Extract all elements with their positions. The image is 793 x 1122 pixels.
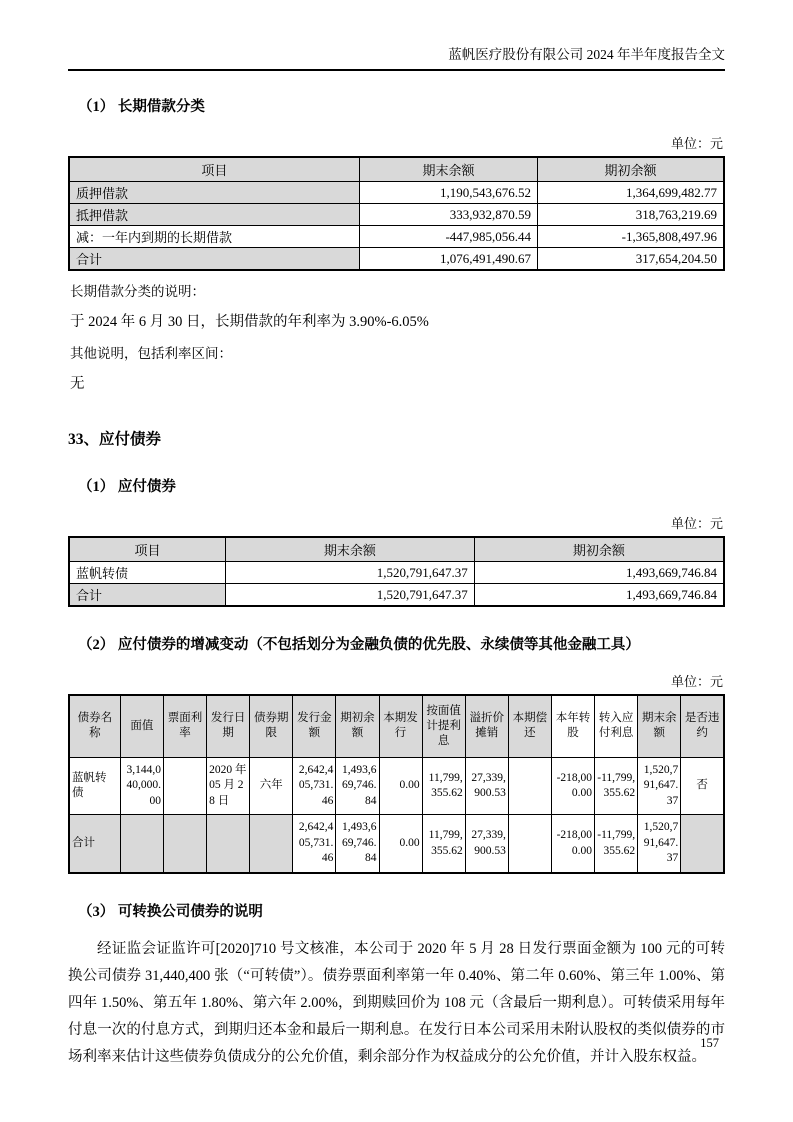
column-header: 期末余额	[226, 537, 475, 562]
table-cell: 1,190,543,676.52	[359, 182, 537, 204]
column-header: 期初余额	[474, 537, 724, 562]
table-cell	[250, 815, 293, 873]
table-cell: -447,985,056.44	[359, 226, 537, 248]
table-cell: 11,799,355.62	[422, 815, 465, 873]
unit-label: 单位：元	[670, 674, 723, 689]
table-cell: 合计	[69, 584, 226, 607]
table-cell: 1,493,669,746.84	[474, 584, 724, 607]
table-row	[69, 248, 724, 271]
loan-other-label: 其他说明，包括利率区间：	[70, 346, 232, 361]
column-header: 按面值计提利息	[422, 695, 465, 757]
column-header: 票面利率	[163, 695, 206, 757]
column-header: 本年转股	[551, 695, 594, 757]
table-cell	[508, 757, 551, 815]
table-cell: 11,799,355.62	[422, 757, 465, 815]
loan-note-label: 长期借款分类的说明：	[70, 284, 205, 299]
column-header: 面值	[120, 695, 163, 757]
table-cell: 2,642,405,731.46	[293, 757, 336, 815]
table-cell: 1,520,791,647.37	[226, 584, 475, 607]
loan-other-text: 无	[70, 376, 85, 392]
table-cell: 1,493,669,746.84	[336, 757, 379, 815]
convertible-bonds-paragraph: 经证监会证监许可[2020]710 号文核准，本公司于 2020 年 5 月 28 日发行票面金额为 100 元的可转换公司债券 31,440,400 张（“可转债”）。债券票面利率第一年 0.40%、第二年 0.60%、第三年 1.00%、第四年 1.50%、第五年 1.80%、第六年 2.00%，到期赎回价为 108 元（含最后一期利息）。可转债采用每年付息一次的付息方式，到期归还本金和最后一期利息。在发行日本公司采用未附认股权的类似债券的市场利率来估计这些债券负债成分的公允价值，剩余部分作为权益成分的公允价值，并计入股东权益。	[68, 940, 725, 1065]
table-header-row	[69, 537, 724, 562]
bonds-changes-table	[68, 694, 725, 874]
table-cell: 0.00	[379, 757, 422, 815]
table-cell: 1,493,669,746.84	[474, 562, 724, 584]
table-cell: 2,642,405,731.46	[293, 815, 336, 873]
table-cell: -218,000.00	[551, 815, 594, 873]
table-cell: -1,365,808,497.96	[538, 226, 724, 248]
table-cell	[120, 815, 163, 873]
table-row	[69, 815, 724, 873]
long-term-loans-table	[68, 156, 725, 271]
table-cell: 318,763,219.69	[538, 204, 724, 226]
table-cell: 27,339,900.53	[465, 815, 508, 873]
column-header: 债券名称	[69, 695, 120, 757]
column-header: 溢折价摊销	[465, 695, 508, 757]
unit-label: 单位：元	[670, 136, 723, 151]
table-row	[69, 562, 724, 584]
table-cell: 1,076,491,490.67	[359, 248, 537, 271]
heading-bonds-payable: 33、应付债券	[68, 431, 162, 448]
table-cell: -11,799,355.62	[595, 757, 638, 815]
table-cell: 1,493,669,746.84	[336, 815, 379, 873]
column-header: 期末余额	[359, 157, 537, 182]
column-header: 项目	[69, 157, 359, 182]
table-header-row	[69, 157, 724, 182]
page-number: 157	[700, 1036, 719, 1050]
column-header: 本期发行	[379, 695, 422, 757]
table-cell	[508, 815, 551, 873]
table-cell: 合计	[69, 815, 120, 873]
column-header: 是否违约	[681, 695, 724, 757]
table-cell: 1,520,791,647.37	[226, 562, 475, 584]
column-header: 发行日期	[207, 695, 250, 757]
table-cell: 1,520,791,647.37	[638, 757, 681, 815]
heading-bonds-changes: （2） 应付债券的增减变动（不包括划分为金融负债的优先股、永续债等其他金融工具）	[78, 637, 640, 653]
table-cell: 蓝帆转债	[69, 757, 120, 815]
loan-note-text: 于 2024 年 6 月 30 日，长期借款的年利率为 3.90%-6.05%	[70, 314, 429, 330]
table-cell: 2020 年 05 月 28 日	[207, 757, 250, 815]
table-header-row	[69, 695, 724, 757]
column-header: 发行金额	[293, 695, 336, 757]
table-cell	[681, 815, 724, 873]
heading-convertible-bonds: （3） 可转换公司债券的说明	[78, 903, 263, 920]
table-cell: 317,654,204.50	[538, 248, 724, 271]
table-cell: 1,364,699,482.77	[538, 182, 724, 204]
column-header: 期初余额	[336, 695, 379, 757]
table-cell: 抵押借款	[69, 204, 359, 226]
table-cell: 333,932,870.59	[359, 204, 537, 226]
bonds-payable-table	[68, 536, 725, 607]
table-cell: 减：一年内到期的长期借款	[69, 226, 359, 248]
table-cell: 否	[681, 757, 724, 815]
unit-label: 单位：元	[670, 516, 723, 531]
table-row	[69, 182, 724, 204]
table-cell: 3,144,040,000.00	[120, 757, 163, 815]
table-cell: 质押借款	[69, 182, 359, 204]
heading-bonds-payable-sub1: （1） 应付债券	[78, 479, 176, 495]
table-cell	[163, 815, 206, 873]
table-cell	[207, 815, 250, 873]
column-header: 债券期限	[250, 695, 293, 757]
table-cell	[163, 757, 206, 815]
report-title: 蓝帆医疗股份有限公司 2024 年半年度报告全文	[448, 47, 725, 62]
table-cell: -11,799,355.62	[595, 815, 638, 873]
table-cell: 合计	[69, 248, 359, 271]
column-header: 期末余额	[638, 695, 681, 757]
column-header: 转入应付利息	[595, 695, 638, 757]
table-row	[69, 757, 724, 815]
table-cell: -218,000.00	[551, 757, 594, 815]
running-header	[68, 46, 725, 71]
column-header: 期初余额	[538, 157, 724, 182]
table-cell: 蓝帆转债	[69, 562, 226, 584]
table-row	[69, 584, 724, 607]
table-row	[69, 226, 724, 248]
table-cell: 1,520,791,647.37	[638, 815, 681, 873]
table-cell: 27,339,900.53	[465, 757, 508, 815]
table-row	[69, 204, 724, 226]
column-header: 本期偿还	[508, 695, 551, 757]
table-cell: 0.00	[379, 815, 422, 873]
table-cell: 六年	[250, 757, 293, 815]
column-header: 项目	[69, 537, 226, 562]
heading-long-term-loan-classification: （1） 长期借款分类	[78, 99, 205, 115]
